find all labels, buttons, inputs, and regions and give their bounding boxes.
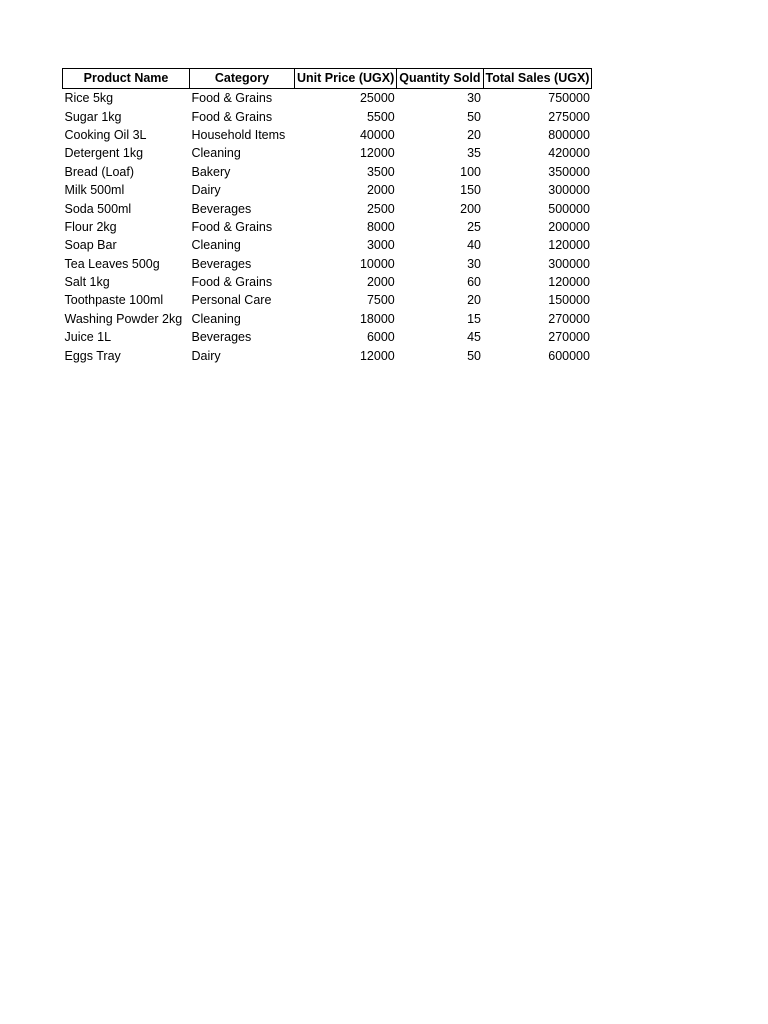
- unit-price-cell: 8000: [366, 219, 395, 234]
- category-cell: Cleaning: [191, 238, 241, 253]
- product-name-cell: Soap Bar: [64, 238, 117, 253]
- category-cell: Beverages: [191, 330, 252, 345]
- total-sales-cell: 120000: [548, 275, 590, 290]
- unit-price-cell: 3000: [366, 238, 395, 253]
- unit-price-cell: 6000: [366, 330, 395, 345]
- quantity-sold-cell: 50: [467, 109, 481, 124]
- product-name-cell: Sugar 1kg: [64, 109, 122, 124]
- table-row: [63, 291, 592, 309]
- product-name-cell: Milk 500ml: [64, 183, 125, 198]
- quantity-sold-cell: 15: [467, 311, 481, 326]
- product-name-cell: Soda 500ml: [64, 201, 132, 216]
- quantity-sold-cell: 20: [467, 293, 481, 308]
- category-cell: Dairy: [191, 183, 221, 198]
- category-cell: Food & Grains: [191, 91, 273, 106]
- unit-price-cell: 12000: [359, 146, 395, 161]
- quantity-sold-cell: 50: [467, 348, 481, 363]
- unit-price-cell: 40000: [359, 127, 395, 142]
- header-category: Category: [190, 69, 295, 89]
- table-row: [63, 181, 592, 199]
- table-row: [63, 346, 592, 364]
- category-cell: Food & Grains: [191, 109, 273, 124]
- category-cell: Beverages: [191, 256, 252, 271]
- table-row: [63, 199, 592, 217]
- total-sales-cell: 500000: [548, 201, 590, 216]
- table-row: [63, 126, 592, 144]
- table-row: [63, 236, 592, 254]
- unit-price-cell: 5500: [366, 109, 395, 124]
- total-sales-cell: 750000: [548, 91, 590, 106]
- product-name-cell: Toothpaste 100ml: [64, 293, 164, 308]
- quantity-sold-cell: 200: [460, 201, 481, 216]
- total-sales-cell: 200000: [548, 219, 590, 234]
- sales-table: [62, 68, 592, 365]
- product-name-cell: Tea Leaves 500g: [64, 256, 160, 271]
- table-row: [63, 89, 592, 108]
- product-name-cell: Eggs Tray: [64, 348, 121, 363]
- product-name-cell: Juice 1L: [64, 330, 112, 345]
- quantity-sold-cell: 60: [467, 275, 481, 290]
- category-cell: Food & Grains: [191, 219, 273, 234]
- total-sales-cell: 270000: [548, 311, 590, 326]
- table-header: [63, 69, 592, 89]
- quantity-sold-cell: 20: [467, 127, 481, 142]
- category-cell: Food & Grains: [191, 275, 273, 290]
- unit-price-cell: 7500: [366, 293, 395, 308]
- quantity-sold-cell: 45: [467, 330, 481, 345]
- quantity-sold-cell: 35: [467, 146, 481, 161]
- quantity-sold-cell: 40: [467, 238, 481, 253]
- unit-price-cell: 18000: [359, 311, 395, 326]
- product-name-cell: Detergent 1kg: [64, 146, 144, 161]
- product-name-cell: Cooking Oil 3L: [64, 127, 147, 142]
- header-row: [63, 69, 592, 89]
- product-name-cell: Flour 2kg: [64, 219, 117, 234]
- table-body: [63, 89, 592, 365]
- header-total-sales: Total Sales (UGX): [483, 69, 592, 89]
- category-cell: Dairy: [191, 348, 221, 363]
- total-sales-cell: 420000: [548, 146, 590, 161]
- quantity-sold-cell: 30: [467, 256, 481, 271]
- category-cell: Bakery: [191, 164, 231, 179]
- product-name-cell: Salt 1kg: [64, 275, 110, 290]
- header-quantity-sold: Quantity Sold: [397, 69, 483, 89]
- category-cell: Personal Care: [191, 293, 272, 308]
- quantity-sold-cell: 150: [460, 183, 481, 198]
- category-cell: Cleaning: [191, 311, 241, 326]
- table-row: [63, 218, 592, 236]
- total-sales-cell: 800000: [548, 127, 590, 142]
- table-row: [63, 163, 592, 181]
- unit-price-cell: 2500: [366, 201, 395, 216]
- table-row: [63, 255, 592, 273]
- category-cell: Beverages: [191, 201, 252, 216]
- unit-price-cell: 25000: [359, 91, 395, 106]
- category-cell: Cleaning: [191, 146, 241, 161]
- total-sales-cell: 300000: [548, 183, 590, 198]
- unit-price-cell: 2000: [366, 275, 395, 290]
- unit-price-cell: 2000: [366, 183, 395, 198]
- total-sales-cell: 150000: [548, 293, 590, 308]
- total-sales-cell: 270000: [548, 330, 590, 345]
- product-name-cell: Rice 5kg: [64, 91, 114, 106]
- table-row: [63, 144, 592, 162]
- total-sales-cell: 275000: [548, 109, 590, 124]
- header-product-name: Product Name: [63, 69, 190, 89]
- quantity-sold-cell: 100: [460, 164, 481, 179]
- total-sales-cell: 120000: [548, 238, 590, 253]
- unit-price-cell: 10000: [359, 256, 395, 271]
- table-row: [63, 328, 592, 346]
- quantity-sold-cell: 30: [467, 91, 481, 106]
- category-cell: Household Items: [191, 127, 286, 142]
- table-row: [63, 310, 592, 328]
- unit-price-cell: 3500: [366, 164, 395, 179]
- product-name-cell: Bread (Loaf): [64, 164, 134, 179]
- quantity-sold-cell: 25: [467, 219, 481, 234]
- total-sales-cell: 350000: [548, 164, 590, 179]
- header-unit-price: Unit Price (UGX): [295, 69, 397, 89]
- product-name-cell: Washing Powder 2kg: [64, 311, 183, 326]
- table-row: [63, 273, 592, 291]
- table-row: [63, 107, 592, 125]
- unit-price-cell: 12000: [359, 348, 395, 363]
- total-sales-cell: 600000: [548, 348, 590, 363]
- total-sales-cell: 300000: [548, 256, 590, 271]
